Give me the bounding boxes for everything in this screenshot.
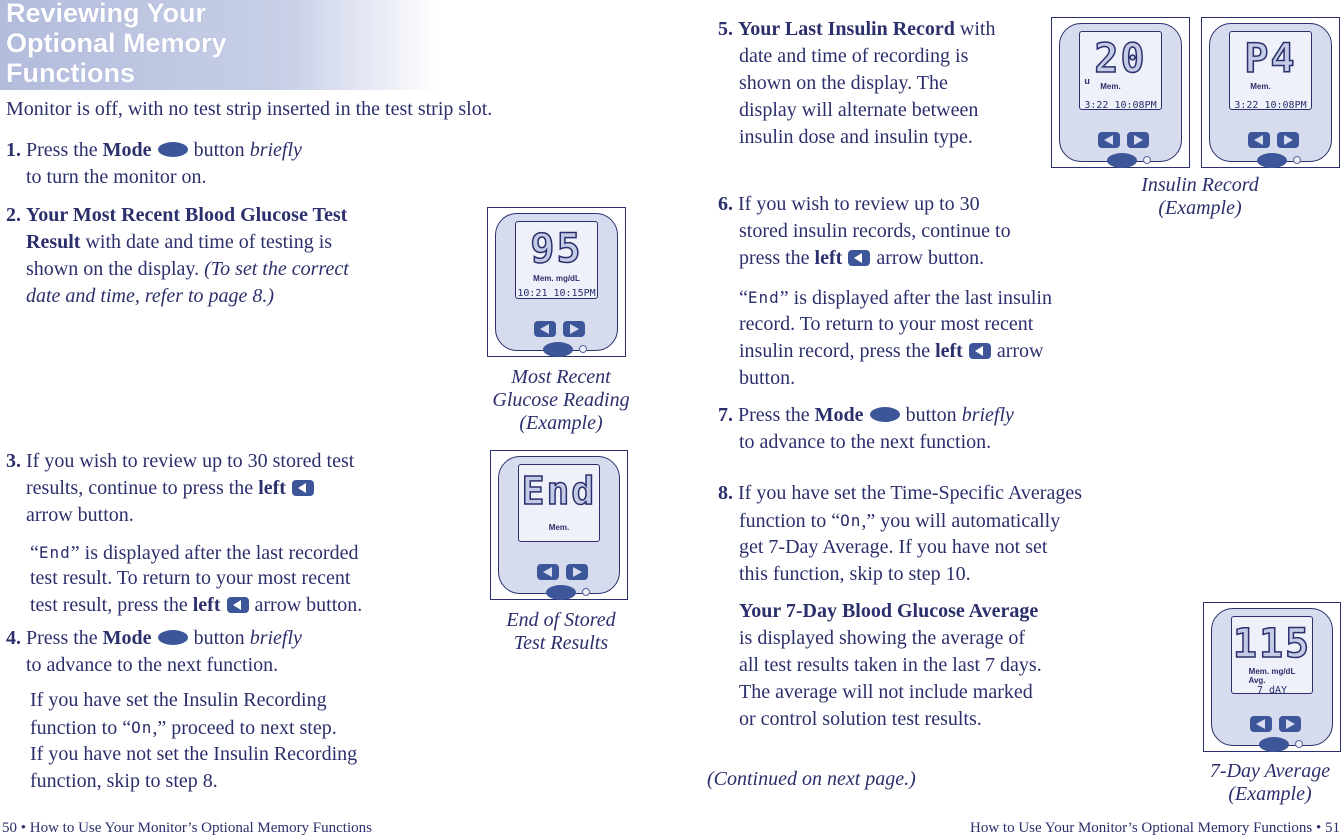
step-4-para-3: If you have not set the Insulin Recording xyxy=(30,743,358,765)
step-4-line-1 xyxy=(6,625,302,652)
left-label: left xyxy=(192,594,221,616)
step-6-line-6 xyxy=(739,338,1043,365)
step-1 xyxy=(6,137,302,164)
step-8-avg-line-3: all test results taken in the last 7 days. xyxy=(739,654,1042,676)
step-text: test result, press the xyxy=(30,594,188,616)
step-5-line-1 xyxy=(718,16,995,43)
step-text: Press the xyxy=(26,139,98,161)
step-text: If you wish to review up to 30 stored test xyxy=(26,450,355,472)
lcd-time: 3:22 10:08PM xyxy=(1234,100,1307,110)
caption-line: End of Stored xyxy=(506,609,616,631)
step-8-avg-line-2: is displayed showing the average of xyxy=(739,627,1026,649)
lcd-unit-u: u xyxy=(1084,76,1090,86)
step-text: press the xyxy=(739,247,810,269)
lcd-display xyxy=(515,221,597,299)
step-text: Press the xyxy=(26,627,98,649)
monitor-face xyxy=(1209,23,1332,162)
footer-right: How to Use Your Monitor’s Optional Memory Functions • 51 xyxy=(970,820,1340,836)
right-arrow-button xyxy=(563,321,585,337)
lcd-time: 3:22 10:08PM xyxy=(1084,100,1157,110)
mode-button xyxy=(543,342,573,357)
step-number: 7. xyxy=(718,404,733,426)
step-8-avg-line-4: The average will not include marked xyxy=(739,681,1033,703)
step-heading: Result xyxy=(26,231,81,253)
step-text: shown on the display. xyxy=(26,258,200,280)
step-8-line-2 xyxy=(739,507,1060,535)
lcd-avg-label: Avg. xyxy=(1248,676,1266,685)
quote-mark: “ xyxy=(739,287,748,309)
step-5-line-2: date and time of recording is xyxy=(739,45,969,67)
step-8-avg-heading xyxy=(739,598,1038,625)
monitor-face xyxy=(498,456,620,594)
step-6-line-4 xyxy=(739,284,1052,312)
lcd-value: End xyxy=(521,469,597,513)
step-text: ” is displayed after the last recorded xyxy=(70,542,359,564)
indicator-light xyxy=(582,588,590,596)
left-arrow-button xyxy=(1098,132,1120,148)
quote-mark: “ xyxy=(30,542,39,564)
caption-line: Test Results xyxy=(513,632,609,654)
indicator-light xyxy=(1293,156,1301,164)
monitor-7-day-average xyxy=(1203,602,1341,752)
lcd-end-text: End xyxy=(38,543,71,562)
emphasis: briefly xyxy=(249,627,302,649)
monitor-face xyxy=(1211,608,1333,746)
continued-note: (Continued on next page.) xyxy=(707,768,916,790)
right-arrow-button xyxy=(1277,132,1299,148)
lcd-units: Mem. mg/dL xyxy=(533,274,580,283)
step-text: ,” proceed to next step. xyxy=(152,717,337,739)
page-title-line-3: Functions xyxy=(6,58,135,88)
step-6-line-1 xyxy=(718,191,980,218)
caption-line: (Example) xyxy=(1158,197,1242,219)
step-text: results, continue to press the xyxy=(26,477,254,499)
lcd-display xyxy=(1231,616,1313,694)
lcd-day-label: 7 dAY xyxy=(1256,685,1288,695)
step-note: date and time, refer to page 8.) xyxy=(26,285,275,307)
monitor-face xyxy=(1059,23,1182,162)
step-1-line-2: to turn the monitor on. xyxy=(26,166,207,188)
caption-line: 7-Day Average xyxy=(1209,760,1331,782)
caption-line: Glucose Reading xyxy=(492,389,630,411)
step-5-line-4: display will alternate between xyxy=(739,99,979,121)
step-4-line-2: to advance to the next function. xyxy=(26,654,279,676)
step-4-para-4: function, skip to step 8. xyxy=(30,770,218,792)
step-3-line-1 xyxy=(6,448,354,475)
step-number: 1. xyxy=(6,139,21,161)
lcd-display xyxy=(1079,31,1161,110)
caption-insulin xyxy=(1115,174,1285,220)
lcd-on-text: On xyxy=(840,511,862,530)
emphasis: briefly xyxy=(249,139,302,161)
step-text: button xyxy=(905,404,957,426)
step-3-line-4 xyxy=(30,539,358,567)
indicator-light xyxy=(1143,156,1151,164)
lcd-end-text: End xyxy=(747,288,780,307)
lcd-display xyxy=(518,464,600,542)
monitor-insulin-dose xyxy=(1051,17,1190,168)
monitor-end xyxy=(490,450,628,600)
lcd-value: 20 xyxy=(1094,36,1147,82)
caption-line: Most Recent xyxy=(511,366,611,388)
caption-glucose xyxy=(480,366,642,435)
step-6-line-3 xyxy=(739,245,984,272)
step-number: 3. xyxy=(6,450,21,472)
mode-button-icon xyxy=(870,407,900,422)
indicator-light xyxy=(579,345,587,353)
step-number: 4. xyxy=(6,627,21,649)
step-heading: Your 7-Day Blood Glucose Average xyxy=(739,600,1039,622)
left-arrow-button xyxy=(534,321,556,337)
intro-text: Monitor is off, with no test strip inserted in the test strip slot. xyxy=(6,98,493,120)
left-arrow-icon xyxy=(292,480,314,496)
caption-line: (Example) xyxy=(1228,783,1312,805)
step-3-line-6 xyxy=(30,592,362,619)
left-arrow-icon xyxy=(227,597,249,613)
left-arrow-icon xyxy=(848,250,870,266)
step-number: 2. xyxy=(6,204,21,226)
page-title-line-2: Optional Memory xyxy=(6,28,227,58)
step-text: Press the xyxy=(738,404,810,426)
lcd-value: P4 xyxy=(1244,36,1297,82)
lcd-units: Mem. xyxy=(548,523,570,532)
step-5-line-3: shown on the display. The xyxy=(739,72,948,94)
left-arrow-button xyxy=(537,564,559,580)
step-3-line-3: arrow button. xyxy=(26,504,134,526)
mode-button xyxy=(1257,153,1287,168)
page-title-line-1: Reviewing Your xyxy=(6,0,207,28)
step-number: 8. xyxy=(718,482,733,504)
lcd-units: Mem. mg/dL xyxy=(1248,667,1296,676)
title-band xyxy=(0,0,440,90)
emphasis: briefly xyxy=(961,404,1014,426)
right-arrow-button xyxy=(1127,132,1149,148)
step-6-line-7: button. xyxy=(739,367,796,389)
step-text: arrow button. xyxy=(254,594,363,616)
left-label: left xyxy=(935,340,963,362)
step-6-line-5: record. To return to your most recent xyxy=(739,313,1034,335)
step-7-line-1 xyxy=(718,402,1014,429)
step-3-line-5: test result. To return to your most recent xyxy=(30,567,351,589)
mode-label: Mode xyxy=(814,404,864,426)
step-2-line-3 xyxy=(26,256,349,283)
lcd-value: 95 xyxy=(530,226,583,272)
step-text: function to “ xyxy=(739,510,841,532)
step-8-avg-line-5: or control solution test results. xyxy=(739,708,982,730)
step-heading: Your Last Insulin Record xyxy=(738,18,955,40)
lcd-units: Mem. xyxy=(1100,82,1121,91)
step-text: insulin record, press the xyxy=(739,340,931,362)
step-text: ” is displayed after the last insulin xyxy=(779,287,1052,309)
mode-button-icon xyxy=(158,142,188,157)
step-text: with xyxy=(959,18,996,40)
caption-average xyxy=(1185,760,1344,806)
step-2-line-1 xyxy=(6,202,347,229)
step-2-line-4 xyxy=(26,283,274,310)
step-5-line-5: insulin dose and insulin type. xyxy=(739,126,973,148)
step-4-para-1: If you have set the Insulin Recording xyxy=(30,689,327,711)
step-text: button xyxy=(193,627,245,649)
step-8-line-3: get 7-Day Average. If you have not set xyxy=(739,536,1048,558)
step-text: ,” you will automatically xyxy=(861,510,1061,532)
footer-left: 50 • How to Use Your Monitor’s Optional Memory Functions xyxy=(2,820,372,836)
step-8-line-1 xyxy=(718,480,1082,507)
caption-end xyxy=(480,609,642,655)
lcd-time: 10:21 10:15PM xyxy=(517,288,596,299)
monitor-insulin-type xyxy=(1201,17,1340,168)
mode-button xyxy=(1259,737,1289,752)
lcd-value: 115 xyxy=(1232,621,1312,667)
lcd-units: Mem. xyxy=(1250,82,1271,91)
left-arrow-icon xyxy=(969,343,991,359)
step-text: If you have set the Time-Specific Averages xyxy=(738,482,1082,504)
right-arrow-button xyxy=(1279,716,1301,732)
left-label: left xyxy=(814,247,843,269)
step-heading: Your Most Recent Blood Glucose Test xyxy=(26,204,348,226)
step-text: arrow xyxy=(996,340,1044,362)
left-label: left xyxy=(258,477,286,499)
mode-button-icon xyxy=(158,630,188,645)
mode-button xyxy=(546,585,576,600)
mode-button xyxy=(1107,153,1137,168)
step-number: 6. xyxy=(718,193,733,215)
step-text: arrow button. xyxy=(876,247,985,269)
step-text: with date and time of testing is xyxy=(85,231,333,253)
step-text: function to “ xyxy=(30,717,132,739)
left-arrow-button xyxy=(1250,716,1272,732)
monitor-glucose xyxy=(487,207,626,357)
caption-line: Insulin Record xyxy=(1141,174,1259,196)
step-number: 5. xyxy=(718,18,733,40)
step-3-line-2 xyxy=(26,475,320,502)
mode-label: Mode xyxy=(102,139,152,161)
lcd-display xyxy=(1229,31,1311,110)
left-arrow-button xyxy=(1248,132,1270,148)
step-6-line-2: stored insulin records, continue to xyxy=(739,220,1011,242)
caption-line: (Example) xyxy=(519,412,603,434)
step-7-line-2: to advance to the next function. xyxy=(739,431,992,453)
step-8-line-4: this function, skip to step 10. xyxy=(739,563,971,585)
step-text: button xyxy=(193,139,245,161)
step-4-para-2 xyxy=(30,714,337,742)
step-2-line-2 xyxy=(26,229,332,256)
monitor-face xyxy=(495,213,618,351)
lcd-on-text: On xyxy=(131,718,153,737)
step-text: If you wish to review up to 30 xyxy=(738,193,980,215)
step-note: (To set the correct xyxy=(204,258,349,280)
mode-label: Mode xyxy=(102,627,152,649)
right-arrow-button xyxy=(566,564,588,580)
indicator-light xyxy=(1295,740,1303,748)
